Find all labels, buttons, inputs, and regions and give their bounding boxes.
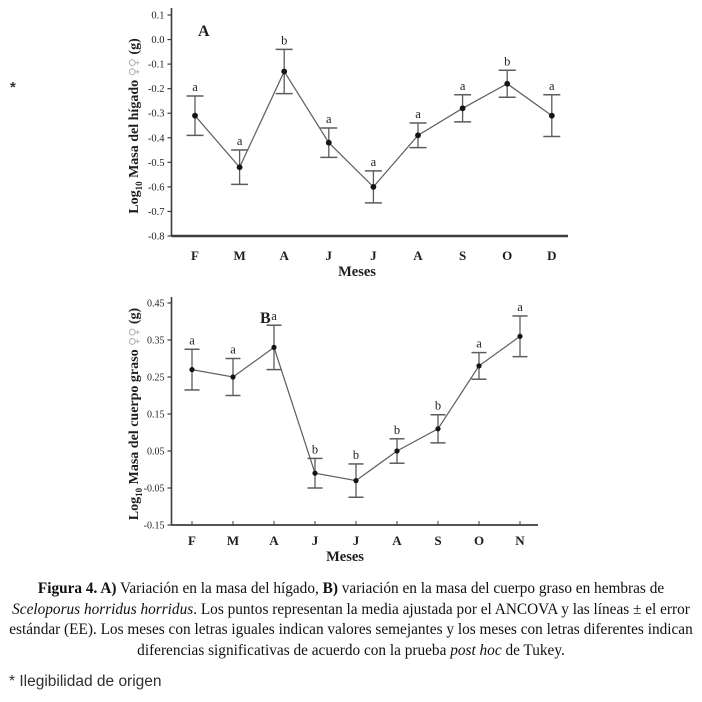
- y-tick-label: -0.6: [147, 182, 165, 194]
- y-tick-label: 0.0: [151, 35, 165, 47]
- y-tick-label: 0.15: [147, 409, 165, 421]
- data-point: [517, 334, 522, 339]
- y-tick-label: -0.15: [143, 520, 165, 532]
- month-label: J: [352, 533, 360, 548]
- data-point: [326, 140, 332, 146]
- month-label: D: [547, 248, 557, 263]
- data-point: [394, 448, 399, 453]
- sig-letter: a: [517, 299, 523, 314]
- sig-letter: a: [326, 111, 332, 126]
- y-tick-label: -0.4: [147, 133, 165, 145]
- y-tick-label: -0.1: [147, 59, 165, 71]
- sig-letter: a: [370, 154, 377, 169]
- data-point: [460, 105, 466, 111]
- y-axis-title: [126, 38, 144, 214]
- month-label: S: [434, 533, 442, 548]
- y-tick-label: -0.2: [147, 84, 165, 96]
- caption-segment: post hoc: [450, 641, 502, 659]
- data-point: [435, 426, 440, 431]
- sig-letter: a: [192, 80, 198, 95]
- figure-caption: [6, 579, 696, 661]
- caption-segment: variación en la masa del cuerpo graso en hembras de: [337, 580, 665, 597]
- data-point: [549, 113, 555, 119]
- sig-letter: b: [311, 442, 319, 457]
- sig-letter: b: [352, 447, 360, 462]
- caption-segment: B): [322, 580, 338, 597]
- month-label: S: [458, 248, 467, 263]
- month-label: F: [191, 248, 199, 263]
- y-tick-label: 0.25: [147, 372, 165, 384]
- month-label: O: [502, 248, 513, 263]
- chart-panel-a: [0, 0, 640, 285]
- caption-segment: A): [100, 580, 117, 597]
- month-label: A: [269, 533, 279, 548]
- month-label: N: [515, 533, 525, 548]
- month-label: O: [473, 533, 485, 548]
- y-axis-title-part: (g): [127, 307, 142, 328]
- data-point: [237, 164, 243, 170]
- month-label: M: [233, 248, 246, 263]
- data-point: [504, 81, 510, 87]
- sig-letter: b: [504, 54, 511, 69]
- panel-label: B: [260, 310, 271, 327]
- caption-segment: . Los puntos representan la media ajustada por el ANCOVA y las líneas ± el error estándar (EE). Los meses con letras iguales indican valores semejantes y los meses con letras diferentes indican diferencias significativas de acuerdo con la prueba: [9, 600, 693, 659]
- footnote: * Ilegibilidad de origen: [9, 673, 162, 690]
- y-axis-title-part: (g): [127, 38, 142, 59]
- y-tick-label: -0.7: [147, 206, 165, 218]
- y-axis-title-part: 10: [134, 181, 144, 191]
- y-tick-label: 0.1: [151, 10, 165, 22]
- y-tick-label: -0.5: [147, 157, 165, 169]
- sig-letter: b: [393, 422, 401, 437]
- month-label: A: [279, 248, 289, 263]
- sig-letter: a: [189, 333, 195, 348]
- sig-letter: a: [459, 78, 466, 93]
- sig-letter: a: [230, 342, 236, 357]
- data-point: [230, 374, 235, 379]
- x-axis-title: Meses: [326, 549, 364, 565]
- data-point: [371, 184, 377, 190]
- month-label: A: [392, 533, 402, 548]
- sig-letter: a: [236, 134, 243, 149]
- y-tick-label: 0.45: [147, 298, 165, 310]
- data-point: [281, 69, 287, 75]
- data-point: [312, 471, 317, 476]
- y-tick-label: 0.35: [147, 335, 165, 347]
- female-symbols: ♀♀: [126, 58, 141, 77]
- month-label: J: [325, 248, 333, 263]
- caption-segment: de Tukey.: [501, 641, 565, 659]
- data-point: [189, 367, 194, 372]
- panel-label: A: [198, 23, 210, 40]
- month-label: A: [413, 248, 423, 263]
- data-point: [476, 363, 481, 368]
- y-tick-label: -0.8: [147, 231, 165, 243]
- data-point: [353, 478, 358, 483]
- sig-letter: b: [434, 398, 442, 413]
- caption-segment: Figura 4.: [37, 580, 101, 597]
- month-label: J: [370, 248, 377, 263]
- chart-panel-b: [0, 290, 640, 575]
- month-label: F: [188, 533, 196, 548]
- data-point: [192, 113, 198, 119]
- x-axis-title: Meses: [338, 264, 376, 280]
- y-axis-title-part: Log: [127, 190, 142, 214]
- sig-letter: b: [281, 33, 288, 48]
- margin-asterisk: *: [10, 79, 16, 96]
- female-symbols: ♀♀: [126, 327, 141, 346]
- sig-letter: a: [476, 336, 482, 351]
- y-axis-title-part: Masa del cuerpo graso: [127, 345, 142, 488]
- month-label: M: [226, 533, 240, 548]
- y-tick-label: -0.05: [143, 483, 165, 495]
- data-point: [415, 132, 421, 138]
- y-tick-label: 0.05: [147, 446, 165, 458]
- sig-letter: a: [271, 309, 277, 324]
- y-axis-title-part: Log: [127, 496, 142, 521]
- caption-segment: Sceloporus horridus horridus: [12, 600, 194, 618]
- y-axis-title: [126, 307, 144, 520]
- month-label: J: [311, 533, 319, 548]
- y-tick-label: -0.3: [147, 108, 165, 120]
- y-axis-title-part: Masa del hígado: [127, 76, 142, 182]
- data-point: [271, 345, 276, 350]
- caption-segment: Variación en la masa del hígado,: [116, 580, 323, 597]
- series-line: [195, 71, 552, 186]
- sig-letter: a: [549, 78, 555, 93]
- sig-letter: a: [415, 107, 421, 122]
- y-axis-title-part: 10: [134, 487, 144, 497]
